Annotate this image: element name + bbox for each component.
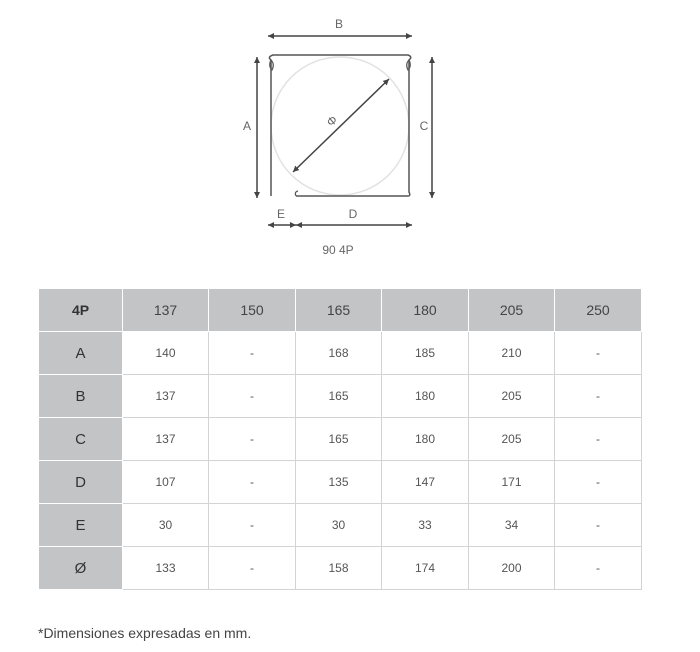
table-row — [39, 332, 642, 375]
table-cell: - — [555, 504, 642, 547]
column-header: 205 — [469, 289, 555, 332]
table-cell: 205 — [469, 418, 555, 461]
table-cell: - — [209, 418, 296, 461]
dimension-d-label: D — [348, 207, 358, 221]
table-cell: 30 — [123, 504, 209, 547]
table-row — [39, 418, 642, 461]
table-cell: 180 — [382, 375, 469, 418]
table-cell: - — [209, 332, 296, 375]
table-cell: 165 — [296, 375, 382, 418]
table-cell: 171 — [469, 461, 555, 504]
table-row — [39, 375, 642, 418]
column-header: 137 — [123, 289, 209, 332]
table-header-row — [39, 289, 642, 332]
table-cell: - — [209, 461, 296, 504]
table-row — [39, 547, 642, 590]
table-cell: 180 — [382, 418, 469, 461]
table-cell: 34 — [469, 504, 555, 547]
dimension-phi-label: Φ — [323, 112, 341, 130]
row-header: A — [39, 332, 123, 375]
table-cell: 137 — [123, 418, 209, 461]
table-cell: 210 — [469, 332, 555, 375]
table-cell: - — [555, 332, 642, 375]
table-cell: - — [209, 375, 296, 418]
table-cell: 200 — [469, 547, 555, 590]
row-header: E — [39, 504, 123, 547]
table-cell: 33 — [382, 504, 469, 547]
table-cell: 137 — [123, 375, 209, 418]
table-cell: 30 — [296, 504, 382, 547]
table-cell: - — [209, 547, 296, 590]
dimension-e-label: E — [276, 207, 286, 221]
row-header: Ø — [39, 547, 123, 590]
column-header: 165 — [296, 289, 382, 332]
column-header: 150 — [209, 289, 296, 332]
dimensions-table — [38, 288, 642, 590]
diagram-caption: 90 4P — [322, 243, 354, 257]
row-header: B — [39, 375, 123, 418]
column-header: 180 — [382, 289, 469, 332]
table-cell: 168 — [296, 332, 382, 375]
profile-diagram — [0, 0, 700, 270]
footnote: *Dimensiones expresadas en mm. — [38, 625, 252, 641]
dimension-phi-line — [293, 79, 389, 172]
table-cell: - — [555, 375, 642, 418]
table-cell: 133 — [123, 547, 209, 590]
table-corner-header: 4P — [39, 289, 123, 332]
table-cell: 147 — [382, 461, 469, 504]
dimension-b-label: B — [334, 17, 344, 31]
table-cell: 107 — [123, 461, 209, 504]
table-cell: - — [555, 461, 642, 504]
column-header: 250 — [555, 289, 642, 332]
table-cell: 135 — [296, 461, 382, 504]
table-cell: 205 — [469, 375, 555, 418]
row-header: C — [39, 418, 123, 461]
table-cell: 158 — [296, 547, 382, 590]
table-row — [39, 504, 642, 547]
table-cell: - — [209, 504, 296, 547]
table-cell: 165 — [296, 418, 382, 461]
table-cell: - — [555, 547, 642, 590]
table-cell: 140 — [123, 332, 209, 375]
table-row — [39, 461, 642, 504]
table-cell: - — [555, 418, 642, 461]
table-cell: 174 — [382, 547, 469, 590]
table-cell: 185 — [382, 332, 469, 375]
dimension-c-label: C — [419, 119, 429, 133]
dimension-a-label: A — [242, 119, 252, 133]
row-header: D — [39, 461, 123, 504]
